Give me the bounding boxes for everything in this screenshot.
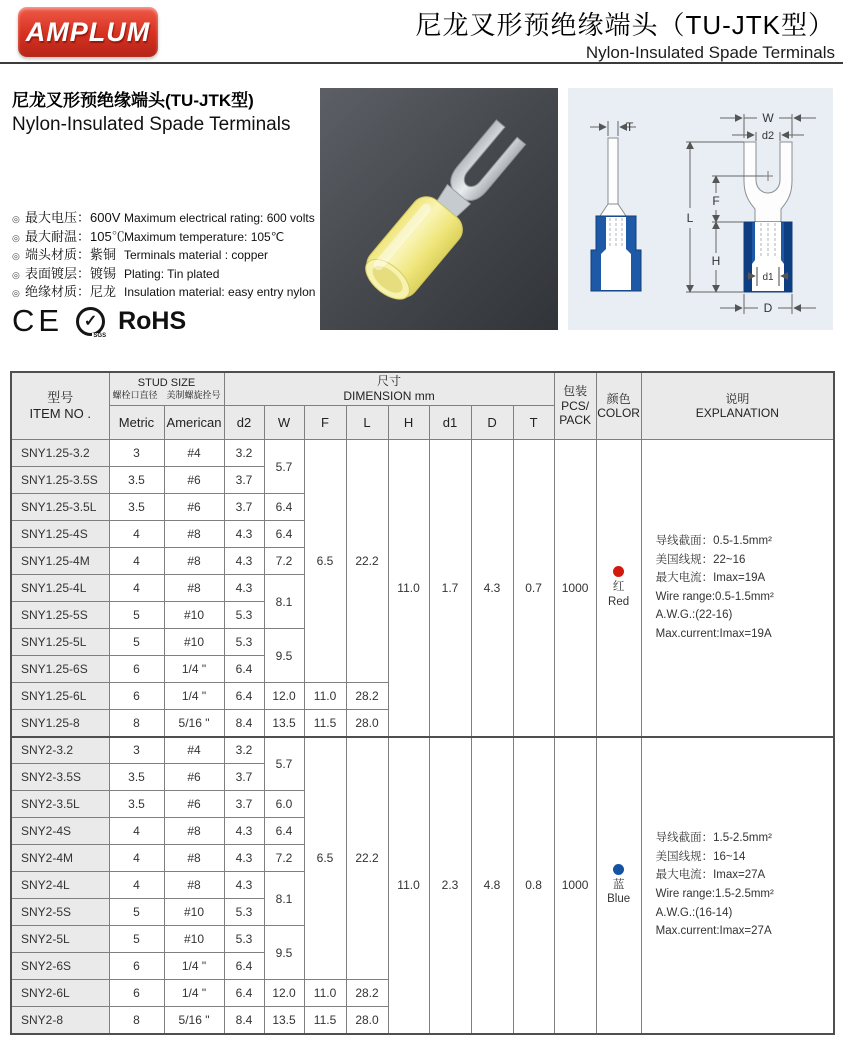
value-cell: 4 <box>109 521 164 548</box>
value-cell: 6 <box>109 683 164 710</box>
col-header-f: F <box>304 406 346 440</box>
item-no-cell: SNY2-4M <box>11 845 109 872</box>
value-cell: #6 <box>164 791 224 818</box>
spec-table <box>10 371 835 1035</box>
value-cell: 4.3 <box>224 818 264 845</box>
value-cell: #8 <box>164 845 224 872</box>
value-cell: #4 <box>164 440 224 467</box>
value-cell: #10 <box>164 602 224 629</box>
spec-label-en: Maximum electrical rating: 600 volts <box>124 211 315 225</box>
value-cell: #8 <box>164 548 224 575</box>
value-cell: 7.2 <box>264 845 304 872</box>
brand-logo-text: AMPLUM <box>25 16 151 47</box>
col-header-item: 型号 ITEM NO . <box>11 372 109 440</box>
spec-label-zh: 表面镀层：镀锡 <box>25 265 117 281</box>
value-cell: 6.4 <box>224 683 264 710</box>
product-title-en: Nylon-Insulated Spade Terminals <box>12 114 291 135</box>
item-no-cell: SNY1.25-4L <box>11 575 109 602</box>
value-cell: 1/4 " <box>164 953 224 980</box>
dim-label-l: L <box>686 211 694 225</box>
value-cell: #10 <box>164 629 224 656</box>
value-cell: 4.8 <box>471 737 513 1034</box>
value-cell: 1.7 <box>429 440 471 737</box>
value-cell: 8.4 <box>224 1007 264 1034</box>
value-cell: 4 <box>109 818 164 845</box>
value-cell: 11.0 <box>304 683 346 710</box>
col-header-h: H <box>388 406 429 440</box>
value-cell: 6.4 <box>224 656 264 683</box>
dim-label-w: W <box>762 111 774 125</box>
value-cell: 5 <box>109 602 164 629</box>
color-cell: 蓝 Blue <box>596 737 641 1034</box>
value-cell: #6 <box>164 494 224 521</box>
rohs-mark: RoHS <box>118 306 187 335</box>
spec-item <box>12 244 318 263</box>
item-no-cell: SNY1.25-8 <box>11 710 109 737</box>
value-cell: 5.7 <box>264 440 304 494</box>
bullet-icon: ◎ <box>12 269 20 280</box>
item-no-cell: SNY2-8 <box>11 1007 109 1034</box>
value-cell: #6 <box>164 764 224 791</box>
item-no-cell: SNY1.25-3.5L <box>11 494 109 521</box>
spec-label-en: Insulation material: easy entry nylon <box>124 285 316 299</box>
value-cell: 6.5 <box>304 440 346 683</box>
value-cell: 4 <box>109 575 164 602</box>
value-cell: 4.3 <box>224 575 264 602</box>
value-cell: 3.5 <box>109 467 164 494</box>
dim-label-d1: d1 <box>762 272 774 283</box>
value-cell: 22.2 <box>346 440 388 683</box>
value-cell: #4 <box>164 737 224 764</box>
col-header-explanation: 说明 EXPLANATION <box>641 372 834 440</box>
intro-section <box>0 86 843 348</box>
col-header-d: D <box>471 406 513 440</box>
value-cell: 6.0 <box>264 791 304 818</box>
value-cell: 3.2 <box>224 737 264 764</box>
value-cell: 3.7 <box>224 494 264 521</box>
item-no-cell: SNY1.25-5L <box>11 629 109 656</box>
value-cell: 1/4 " <box>164 656 224 683</box>
pack-cell: 1000 <box>554 737 596 1034</box>
value-cell: 5.7 <box>264 737 304 791</box>
dim-label-f: F <box>712 194 720 208</box>
value-cell: #8 <box>164 818 224 845</box>
item-no-cell: SNY1.25-5S <box>11 602 109 629</box>
check-icon: ✓ <box>83 313 98 330</box>
page-header <box>0 0 843 64</box>
value-cell: #10 <box>164 899 224 926</box>
value-cell: 13.5 <box>264 710 304 737</box>
spec-label-zh: 绝缘材质：尼龙 <box>25 284 117 299</box>
dim-label-t: T <box>626 120 634 134</box>
value-cell: 8.4 <box>224 710 264 737</box>
value-cell: 6.4 <box>264 494 304 521</box>
item-no-cell: SNY2-6S <box>11 953 109 980</box>
value-cell: 6.4 <box>264 521 304 548</box>
value-cell: 3.7 <box>224 791 264 818</box>
item-no-cell: SNY2-4L <box>11 872 109 899</box>
value-cell: 0.7 <box>513 440 554 737</box>
spec-item <box>12 207 318 226</box>
value-cell: 2.3 <box>429 737 471 1034</box>
value-cell: 11.0 <box>304 980 346 1007</box>
value-cell: 0.8 <box>513 737 554 1034</box>
col-header-color: 颜色 COLOR <box>596 372 641 440</box>
value-cell: 6.5 <box>304 737 346 980</box>
spec-label-en: Plating: Tin plated <box>124 266 220 281</box>
dim-label-d2: d2 <box>761 130 775 142</box>
item-no-cell: SNY2-5L <box>11 926 109 953</box>
item-no-cell: SNY2-3.2 <box>11 737 109 764</box>
value-cell: 3 <box>109 440 164 467</box>
value-cell: 11.5 <box>304 710 346 737</box>
value-cell: 8 <box>109 1007 164 1034</box>
certification-marks <box>12 297 186 345</box>
col-header-w: W <box>264 406 304 440</box>
value-cell: 3.5 <box>109 791 164 818</box>
value-cell: 3 <box>109 737 164 764</box>
value-cell: 4 <box>109 872 164 899</box>
value-cell: 9.5 <box>264 926 304 980</box>
color-cell: 红 Red <box>596 440 641 737</box>
explanation-cell: 导线截面：1.5-2.5mm² 美国线规：16~14 最大电流：Imax=27A Wire range:1.5-2.5mm² A.W.G.:(16-14) Max.current:Imax=27A <box>641 737 834 1034</box>
value-cell: 7.2 <box>264 548 304 575</box>
table-row <box>11 440 834 467</box>
spec-label-en: Terminals material : copper <box>124 248 269 262</box>
col-header-stud-size: STUD SIZE 螺栓口直径 美制螺旋拴号 <box>109 372 224 406</box>
value-cell: 3.5 <box>109 764 164 791</box>
value-cell: 6 <box>109 953 164 980</box>
color-dot-icon <box>613 566 624 577</box>
explanation-cell: 导线截面：0.5-1.5mm² 美国线规：22~16 最大电流：Imax=19A Wire range:0.5-1.5mm² A.W.G.:(22-16) Max.current:Imax=19A <box>641 440 834 737</box>
header-titles <box>415 5 835 63</box>
spec-label-zh: 最大电压：600V <box>25 210 121 225</box>
col-header-pack: 包装 PCS/ PACK <box>554 372 596 440</box>
col-header-d1: d1 <box>429 406 471 440</box>
spec-label-en: Maximum temperature: 105℃ <box>124 229 285 244</box>
dimension-diagram-svg <box>568 88 833 330</box>
value-cell: 11.0 <box>388 737 429 1034</box>
table-row <box>11 737 834 764</box>
value-cell: 5 <box>109 926 164 953</box>
value-cell: 5 <box>109 629 164 656</box>
value-cell: 1/4 " <box>164 980 224 1007</box>
product-title-zh: 尼龙叉形预绝缘端头(TU-JTK型) <box>12 91 254 110</box>
item-no-cell: SNY1.25-3.2 <box>11 440 109 467</box>
value-cell: #8 <box>164 521 224 548</box>
spec-label-zh: 端头材质：紫铜 <box>25 247 117 262</box>
value-cell: 5.3 <box>224 602 264 629</box>
value-cell: 4.3 <box>471 440 513 737</box>
dimension-diagram <box>568 88 833 330</box>
value-cell: 3.7 <box>224 467 264 494</box>
spec-table-head <box>11 372 834 440</box>
value-cell: 28.0 <box>346 710 388 737</box>
pack-cell: 1000 <box>554 440 596 737</box>
value-cell: 6.4 <box>224 980 264 1007</box>
brand-logo <box>18 7 158 57</box>
value-cell: 5.3 <box>224 629 264 656</box>
sgs-mark-icon <box>76 307 107 339</box>
value-cell: 4 <box>109 548 164 575</box>
value-cell: 12.0 <box>264 980 304 1007</box>
item-no-cell: SNY2-6L <box>11 980 109 1007</box>
value-cell: 1/4 " <box>164 683 224 710</box>
value-cell: 6 <box>109 656 164 683</box>
value-cell: 13.5 <box>264 1007 304 1034</box>
value-cell: 6.4 <box>224 953 264 980</box>
value-cell: 3.5 <box>109 494 164 521</box>
item-no-cell: SNY2-3.5L <box>11 791 109 818</box>
item-no-cell: SNY1.25-4S <box>11 521 109 548</box>
col-header-l: L <box>346 406 388 440</box>
value-cell: 6.4 <box>264 818 304 845</box>
value-cell: 3.7 <box>224 764 264 791</box>
value-cell: 5 <box>109 899 164 926</box>
value-cell: 28.0 <box>346 1007 388 1034</box>
value-cell: #8 <box>164 575 224 602</box>
product-photo <box>320 88 558 330</box>
bullet-icon: ◎ <box>12 251 20 261</box>
col-header-american: American <box>164 406 224 440</box>
item-no-cell: SNY2-4S <box>11 818 109 845</box>
spec-table-body <box>11 440 834 1034</box>
value-cell: 5.3 <box>224 926 264 953</box>
value-cell: 4.3 <box>224 548 264 575</box>
value-cell: 4 <box>109 845 164 872</box>
item-no-cell: SNY1.25-6L <box>11 683 109 710</box>
spec-label-zh: 最大耐温：105℃ <box>25 228 125 244</box>
value-cell: 28.2 <box>346 980 388 1007</box>
value-cell: 4.3 <box>224 521 264 548</box>
value-cell: 8.1 <box>264 575 304 629</box>
bullet-icon: ◎ <box>12 214 20 224</box>
value-cell: 8 <box>109 710 164 737</box>
page-title-zh: 尼龙叉形预绝缘端头（TU-JTK型） <box>415 10 835 40</box>
spec-list <box>12 207 318 300</box>
col-header-dimension: 尺寸 DIMENSION mm <box>224 372 554 406</box>
page-title-en: Nylon-Insulated Spade Terminals <box>585 43 835 62</box>
value-cell: 4.3 <box>224 845 264 872</box>
value-cell: 4.3 <box>224 872 264 899</box>
value-cell: 22.2 <box>346 737 388 980</box>
value-cell: 6 <box>109 980 164 1007</box>
item-no-cell: SNY2-3.5S <box>11 764 109 791</box>
bullet-icon: ◎ <box>12 232 20 243</box>
sgs-label: SGS <box>93 332 107 339</box>
product-summary <box>12 86 318 346</box>
col-header-d2: d2 <box>224 406 264 440</box>
item-no-cell: SNY1.25-4M <box>11 548 109 575</box>
dim-label-d: D <box>763 301 773 315</box>
col-header-metric: Metric <box>109 406 164 440</box>
value-cell: 11.0 <box>388 440 429 737</box>
col-header-t: T <box>513 406 554 440</box>
value-cell: 8.1 <box>264 872 304 926</box>
value-cell: 28.2 <box>346 683 388 710</box>
spec-item <box>12 263 318 282</box>
value-cell: 5/16 " <box>164 710 224 737</box>
value-cell: #10 <box>164 926 224 953</box>
color-dot-icon <box>613 864 624 875</box>
value-cell: #6 <box>164 467 224 494</box>
value-cell: #8 <box>164 872 224 899</box>
item-no-cell: SNY1.25-6S <box>11 656 109 683</box>
item-no-cell: SNY1.25-3.5S <box>11 467 109 494</box>
value-cell: 9.5 <box>264 629 304 683</box>
value-cell: 11.5 <box>304 1007 346 1034</box>
value-cell: 12.0 <box>264 683 304 710</box>
dim-label-h: H <box>711 254 721 268</box>
value-cell: 3.2 <box>224 440 264 467</box>
value-cell: 5.3 <box>224 899 264 926</box>
spec-item <box>12 226 318 245</box>
bullet-icon: ◎ <box>12 288 20 298</box>
value-cell: 5/16 " <box>164 1007 224 1034</box>
spade-terminal-photo <box>320 88 558 330</box>
item-no-cell: SNY2-5S <box>11 899 109 926</box>
ce-mark-icon: CE <box>12 303 64 338</box>
